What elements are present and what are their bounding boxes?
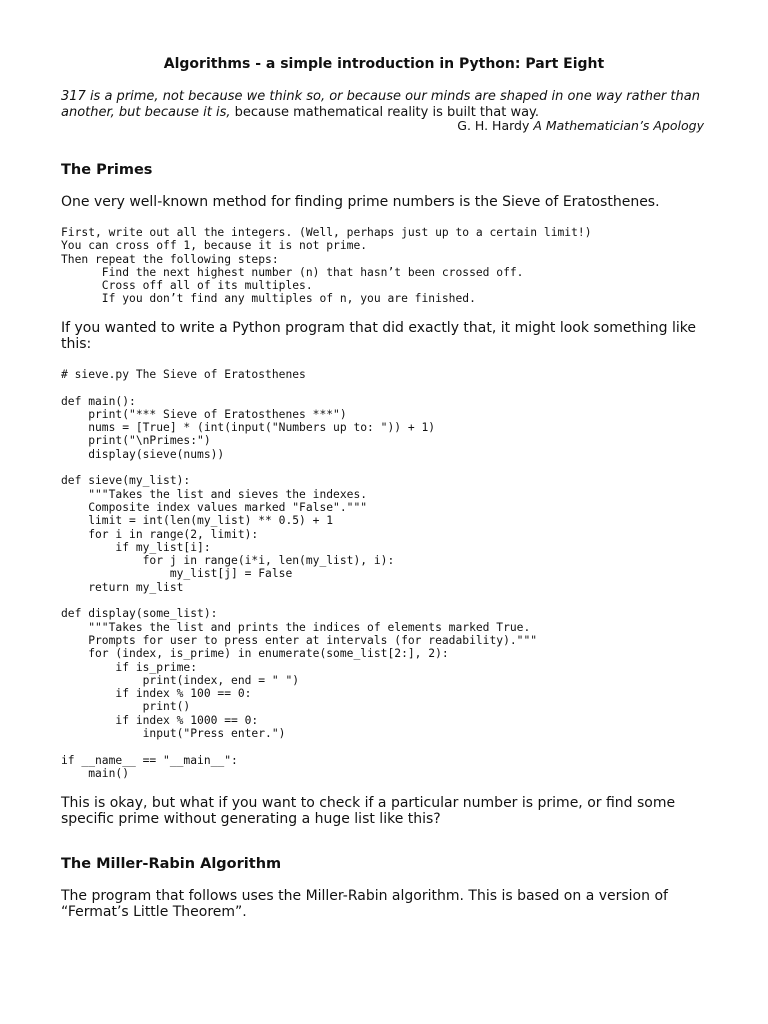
sieve-steps: First, write out all the integers. (Well, perhaps just up to a certain limit!) You can cross off 1, because it is not prime. Then repeat the following steps: Find the next highest number (n) that hasn’t been crossed off. Cross off all of its multiples. If you don’t find any multiples of n, you are finished. — [61, 226, 592, 306]
lead-in-paragraph: If you wanted to write a Python program that did exactly that, it might look something like this: — [61, 320, 696, 352]
closing-paragraph: This is okay, but what if you want to check if a particular number is prime, or find some specific prime without generating a huge list like this? — [61, 795, 676, 827]
epigraph-regular: because mathematical reality is built that way. — [230, 104, 540, 120]
primes-intro: One very well-known method for finding prime numbers is the Sieve of Eratosthenes. — [61, 194, 660, 210]
miller-rabin-paragraph: The program that follows uses the Miller-Rabin algorithm. This is based on a version of “Fermat’s Little Theorem”. — [61, 888, 668, 920]
sieve-code-block: # sieve.py The Sieve of Eratosthenes def main(): print("*** Sieve of Eratosthenes ***") nums = [True] * (int(input("Numbers up to: ")) + 1) print("\nPrimes:") display(sieve(nums)) def sieve(my_list): """Takes the list and sieves the indexes. Composite index values marked "False".""" limit = int(len(my_list) ** 0.5) + 1 for i in range(2, limit): if my_list[i]: for j in range(i*i, len(my_list), i): my_list[j] = False return my_list def display(some_list): """Takes the list and prints the indices of elements marked True. Prompts for user to press enter at intervals (for readability).""" for (index, is_prime) in enumerate(some_list[2:], 2): if is_prime: print(index, end = " ") if index % 100 == 0: print() if index % 1000 == 0: input("Press enter.") if __name__ == "__main__": main() — [61, 368, 538, 780]
document-title: Algorithms - a simple introduction in Python: Part Eight — [163, 56, 605, 72]
epigraph-source: A Mathematician’s Apology — [533, 118, 704, 133]
epigraph-quote — [61, 89, 721, 120]
heading-miller-rabin: The Miller-Rabin Algorithm — [61, 856, 282, 872]
epigraph-author: G. H. Hardy — [457, 118, 534, 133]
epigraph-attribution — [457, 118, 704, 133]
epigraph-italic: 317 is a prime, not because we think so, or because our minds are shaped in one way rather than another, but because it is, — [61, 89, 700, 120]
heading-primes: The Primes — [61, 162, 153, 178]
